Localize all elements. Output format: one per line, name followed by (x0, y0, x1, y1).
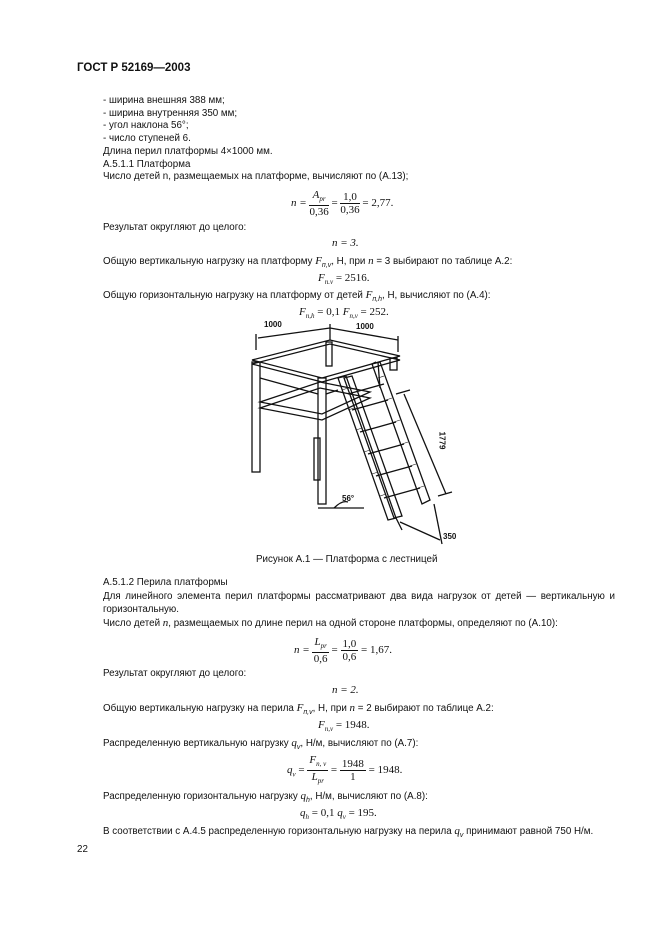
paragraph: Результат округляют до целого: (103, 668, 247, 679)
paragraph: Общую вертикальную нагрузку на платформу $F_{п,v}$, Н, при n = 3 выбирают по таблице А.2: (103, 255, 513, 269)
formula-distributed-horizontal: $q_h = 0,1$ $q_v = 195$. (300, 807, 377, 822)
formula-children-platform: n = $\frac{A_{pr}}{0,36}$ = $\frac{1,0}{0,36}$ = 2,77. (291, 189, 394, 219)
paragraph: Распределенную вертикальную нагрузку $q_v$, Н/м, вычисляют по (А.7): (103, 737, 419, 751)
formula-result: n = 2. (332, 684, 359, 696)
parameters-list (103, 95, 408, 184)
section-heading-railing: А.5.1.2 Перила платформы (103, 577, 228, 588)
param-item: - ширина внутренняя 350 мм; (103, 107, 238, 119)
dimension-label: 350 (443, 532, 457, 541)
paragraph: Общую горизонтальную нагрузку на платформу от детей $F_{п,h}$, Н, вычисляют по (А.4): (103, 289, 491, 303)
paragraph: Общую вертикальную нагрузку на перила $F_{п,v}$, Н, при n = 2 выбирают по таблице А.2: (103, 702, 494, 716)
formula-horizontal-load: $F_{п,h} = 0,1$ $F_{п,v} = 252$. (299, 306, 389, 321)
document-header: ГОСТ Р 52169—2003 (77, 62, 191, 74)
railing-length: Длина перил платформы 4×1000 мм. (103, 145, 273, 157)
paragraph: Распределенную горизонтальную нагрузку $q_h$, Н/м, вычисляют по (А.8): (103, 790, 428, 804)
formula-vertical-load: $F_{п.v} = 2516$. (318, 272, 370, 287)
formula-result: n = 3. (332, 237, 359, 249)
param-item: - угол наклона 56°; (103, 120, 189, 132)
formula-railing-vertical: $F_{п,v} = 1948$. (318, 719, 370, 734)
param-item: - ширина внешняя 388 мм; (103, 95, 225, 106)
param-item: - число ступеней 6. (103, 133, 191, 145)
paragraph: Число детей n, размещаемых на платформе, вычисляют по (А.13); (103, 171, 409, 183)
dimension-label: 1000 (264, 320, 282, 329)
dimension-label: 1000 (356, 322, 374, 331)
page-number: 22 (77, 844, 88, 855)
formula-distributed-vertical: $q_v$ = $\frac{F_{п, v}}{L_{pr}}$ = $\frac{1948}{1}$ = 1948. (287, 754, 403, 786)
paragraph: Число детей n, размещаемых по длине перил на одной стороне платформы, определяют по (А.10): (103, 617, 558, 629)
paragraph: Результат округляют до целого: (103, 222, 247, 233)
figure-caption: Рисунок А.1 — Платформа с лестницей (256, 554, 438, 565)
angle-label: 56° (342, 494, 355, 503)
platform-ladder-drawing (230, 318, 470, 548)
paragraph: В соответствии с А.4.5 распределенную горизонтальную нагрузку на перила $q_v$ принимают равной 750 Н/м. (103, 825, 594, 839)
paragraph: Для линейного элемента перил платформы рассматривают два вида нагрузок от детей — вертикальную и горизонтальную. (103, 591, 615, 615)
section-heading-platform: А.5.1.1 Платформа (103, 158, 191, 170)
formula-children-railing: n = $\frac{L_{pr}}{0,6}$ = $\frac{1,0}{0,6}$ = 1,67. (294, 636, 392, 666)
dimension-label: 1779 (437, 431, 447, 450)
